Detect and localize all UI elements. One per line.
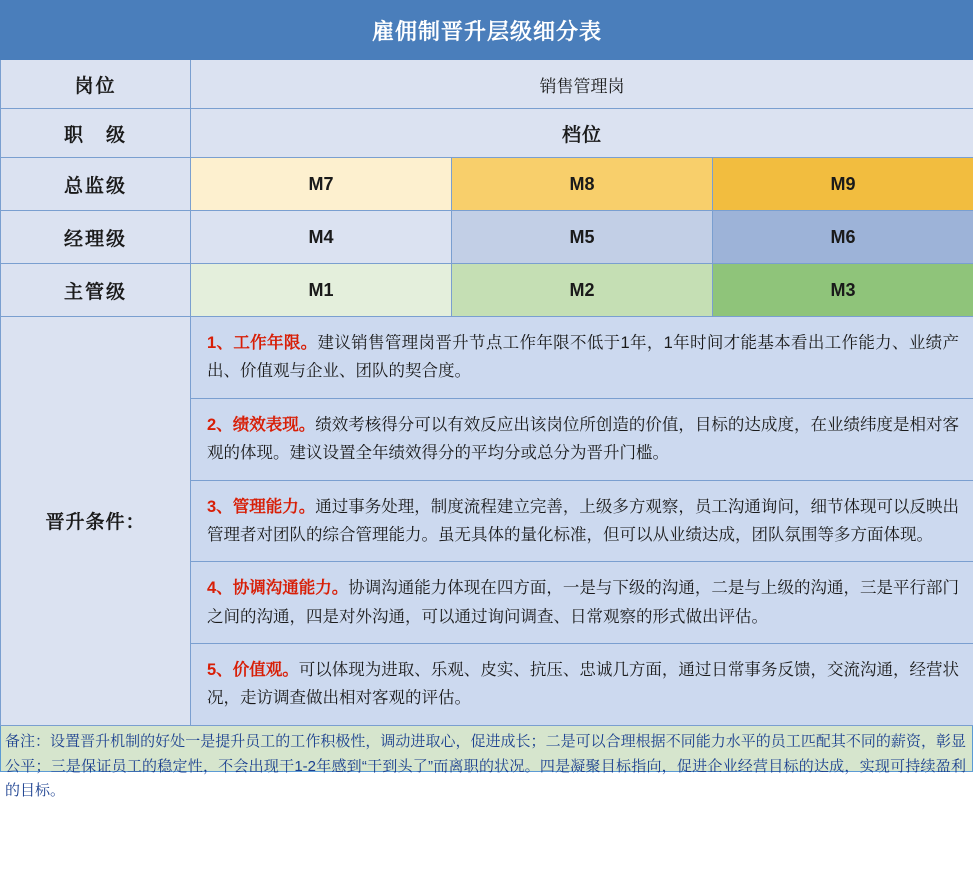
- condition-item: [191, 480, 973, 562]
- title-row: [1, 1, 973, 60]
- conditions-container: [191, 317, 973, 726]
- grade-cell-m7: M7: [191, 158, 452, 211]
- condition-cell-5: [191, 644, 973, 725]
- grade-cell-m9: M9: [713, 158, 973, 211]
- level-row-supervisor: [1, 264, 973, 317]
- footer-note: 备注：设置晋升机制的好处一是提升员工的工作积极性，调动进取心，促进成长；二是可以合理根据不同能力水平的员工匹配其不同的薪资，彰显公平；三是保证员工的稳定性，不会出现干1-2年感到“干到头了”而离职的状况。四是凝聚目标指向，促进企业经营目标的达成，实现可持续盈利的目标。: [0, 726, 973, 772]
- grade-cell-m8: M8: [452, 158, 713, 211]
- condition-item: [191, 317, 973, 398]
- conditions-row: [1, 317, 973, 726]
- page-title: 雇佣制晋升层级细分表: [1, 1, 973, 60]
- position-label: 岗位: [1, 60, 191, 109]
- grade-cell-m4: M4: [191, 211, 452, 264]
- grade-cell-m3: M3: [713, 264, 973, 317]
- condition-heading-5: 5、价值观。: [207, 661, 299, 679]
- condition-text-2: 绩效考核得分可以有效反应出该岗位所创造的价值，目标的达成度，在业绩纬度是相对客观的体现。建议设置全年绩效得分的平均分或总分为晋升门槛。: [207, 415, 960, 463]
- level-label-director: 总监级: [1, 158, 191, 211]
- rank-value: 档位: [191, 109, 973, 158]
- grade-cell-m6: M6: [713, 211, 973, 264]
- condition-heading-2: 2、绩效表现。: [207, 415, 316, 434]
- condition-item: [191, 562, 973, 644]
- conditions-label: 晋升条件：: [1, 317, 191, 726]
- position-value: 销售管理岗: [191, 60, 973, 109]
- grade-cell-m2: M2: [452, 264, 713, 317]
- condition-cell-2: [191, 398, 973, 480]
- level-label-supervisor: 主管级: [1, 264, 191, 317]
- conditions-table: [191, 317, 973, 725]
- level-row-manager: [1, 211, 973, 264]
- condition-item: [191, 644, 973, 725]
- condition-text-5: 可以体现为进取、乐观、皮实、抗压、忠诚几方面，通过日常事务反馈，交流沟通，经营状况，走访调查做出相对客观的评估。: [207, 661, 960, 708]
- rank-row: [1, 109, 973, 158]
- condition-cell-3: [191, 480, 973, 562]
- condition-cell-1: [191, 317, 973, 398]
- condition-heading-3: 3、管理能力。: [207, 497, 316, 516]
- condition-text-3: 通过事务处理，制度流程建立完善，上级多方观察，员工沟通询问，细节体现可以反映出管理者对团队的综合管理能力。虽无具体的量化标准，但可以从业绩达成，团队氛围等多方面体现。: [207, 497, 960, 544]
- condition-text-1: 建议销售管理岗晋升节点工作年限不低于1年，1年时间才能基本看出工作能力、业绩产出、价值观与企业、团队的契合度。: [207, 334, 960, 381]
- rank-label: 职 级: [1, 109, 191, 158]
- condition-text-4: 协调沟通能力体现在四方面，一是与下级的沟通，二是与上级的沟通，三是平行部门之间的沟通，四是对外沟通，可以通过询问调查、日常观察的形式做出评估。: [207, 579, 960, 626]
- level-row-director: [1, 158, 973, 211]
- condition-item: [191, 398, 973, 480]
- grade-cell-m5: M5: [452, 211, 713, 264]
- level-label-manager: 经理级: [1, 211, 191, 264]
- condition-heading-1: 1、工作年限。: [207, 334, 318, 352]
- position-row: [1, 60, 973, 109]
- condition-heading-4: 4、协调沟通能力。: [207, 579, 349, 598]
- grade-cell-m1: M1: [191, 264, 452, 317]
- condition-cell-4: [191, 562, 973, 644]
